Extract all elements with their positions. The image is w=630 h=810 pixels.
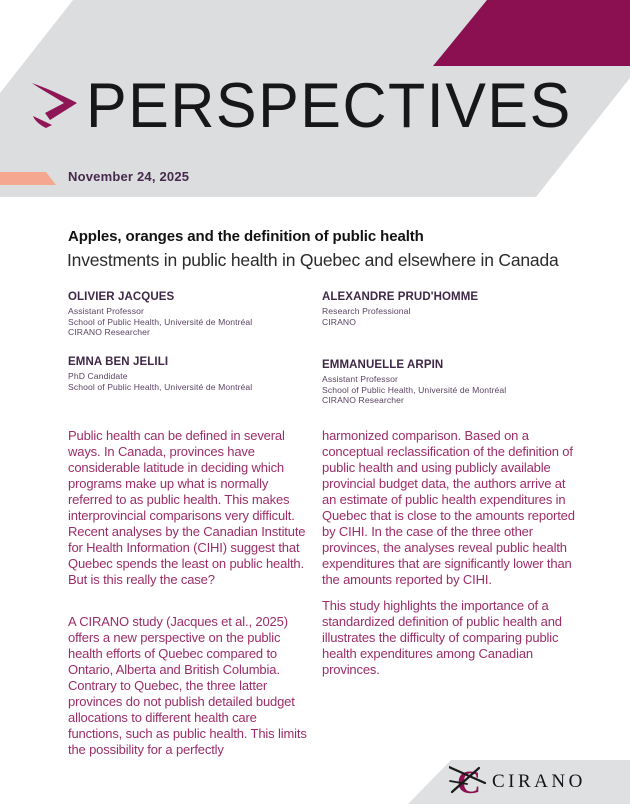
author-block (68, 291, 318, 338)
author-role: Research Professional (322, 306, 411, 316)
author-block (68, 356, 318, 392)
perspectives-logo: PERSPECTIVES (86, 69, 572, 141)
body-column-left (68, 428, 311, 758)
author-role: PhD Candidate (68, 371, 128, 381)
author-name: EMMANUELLE ARPIN (322, 359, 444, 371)
author-block (322, 359, 572, 406)
author-role: School of Public Health, Université de Montréal (322, 384, 507, 395)
cirano-wordmark: CIRANO (492, 771, 586, 792)
author-name: EMNA BEN JELILI (68, 356, 169, 368)
author-role: CIRANO (322, 316, 357, 327)
body-paragraph: harmonized comparison. Based on a conceptual reclassification of the definition of public health and using publicly available provincial budget data, the authors arrive at an estimate of public health expenditures in Quebec that is close to the amounts reported by CIHI. In the case of the three other provinces, the analyses reveal public health expenditures that are significantly lower than the amounts reported by CIHI. (322, 428, 575, 587)
body-column-right (322, 428, 580, 678)
body-paragraph: This study highlights the importance of a standardized definition of public health and illustrates the difficulty of comparing public health expenditures among Canadian provinces. (322, 598, 562, 677)
author-role: School of Public Health, Université de Montréal (68, 381, 253, 392)
article-title: Apples, oranges and the definition of public health (68, 228, 424, 245)
author-block (322, 291, 572, 327)
author-name: ALEXANDRE PRUD'HOMME (322, 291, 479, 303)
author-role: Assistant Professor (68, 306, 144, 316)
article-subtitle: Investments in public health in Quebec and elsewhere in Canada (67, 250, 559, 270)
chevron-arrow-icon (30, 80, 82, 137)
cirano-logo-c: C (457, 765, 481, 801)
author-role: CIRANO Researcher (322, 395, 404, 405)
publication-date: November 24, 2025 (68, 169, 190, 184)
author-name: OLIVIER JACQUES (68, 291, 175, 303)
author-role: CIRANO Researcher (68, 327, 150, 337)
author-role: Assistant Professor (322, 374, 398, 384)
cirano-logo-icon (449, 763, 489, 806)
body-paragraph: A CIRANO study (Jacques et al., 2025) offers a new perspective on the public health efforts of Quebec compared to Ontario, Alberta and British Columbia. Contrary to Quebec, the three latter provinces do not publish detailed budget allocations to different health care functions, such as public health. This limits the possibility for a perfectly (68, 614, 307, 757)
body-paragraph: Public health can be defined in several ways. In Canada, provinces have considerable latitude in deciding which programs make up what is normally referred to as public health. This makes interprovincial comparisons very difficult. Recent analyses by the Canadian Institute for Health Information (CIHI) suggest that Quebec spends the least on public health. But is this really the case? (68, 428, 306, 587)
author-role: School of Public Health, Université de Montréal (68, 316, 253, 327)
